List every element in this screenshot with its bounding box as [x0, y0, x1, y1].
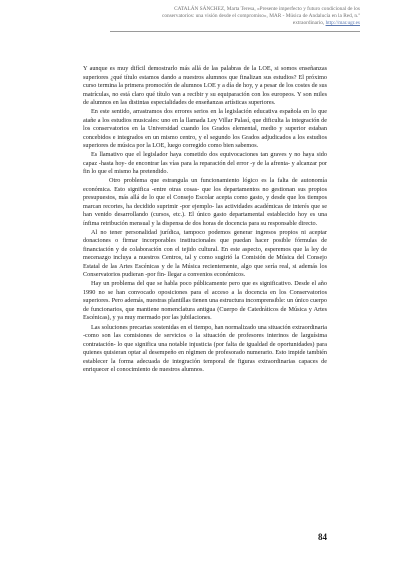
header-rule — [110, 31, 360, 32]
paragraph-3: Es llamativo que el legislador haya cometido dos equivocaciones tan graves y no haya sido capaz -hasta hoy- de encontrar las vías para la reparación del error -y de la afrenta- y alcanzar por fin lo que el mismo ha pretendido. — [83, 151, 327, 176]
paragraph-6: Hay un problema del que se habla poco públicamente pero que es significativo. Desde el año 1990 no se han convocado oposiciones para el acceso a la docencia en los Conservatorios superiores. Pero además, nuestras plantillas tienen una estructura incomprensible: un único cuerpo de funcionarios, que mantiene nomenclatura antigua (Cuerpo de Catedráticos de Música y Artes Escénicas), y ya muy mermado por las jubilaciones. — [83, 280, 327, 322]
header-citation-line-1: CATALÁN SÁNCHEZ, Marta Teresa, «Presente imperfecto y futuro condicional de los — [174, 6, 360, 12]
paragraph-5: Al no tener personalidad jurídica, tampoco podemos generar ingresos propios ni aceptar donaciones o firmar incorporables institucionales que puedan hacer posible fórmulas de financiación y de colaboración con el tejido cultural. En este aspecto, esperemos que la ley de mecenazgo incluya a nuestros Centros, tal y como sugirió la Comisión de Música del Consejo Estatal de las Artes Escénicas y de la Música recientemente, algo que sería real, si además los Conservatorios pudieran -por fin- llegar a convenios económicos. — [83, 228, 327, 279]
running-header — [80, 6, 360, 32]
paragraph-7: Las soluciones precarias sostenidas en el tiempo, han normalizado una situación extraordinaria -como son las comisiones de servicios o la situación de profesores interinos de larguísima contratación- lo que significa una notable injusticia (por falta de igualdad de oportunidades) para quienes quisieran optar al desempeño en régimen de profesorado numerario. Esto impide también establecer la forma adecuada de integración temporal de figuras extraordinarias capaces de enriquecer el conocimiento de nuestros alumnos. — [83, 323, 327, 374]
paragraph-2: En este sentido, arrastramos dos errores serios en la legislación educativa española en lo que atañe a los estudios musicales: uno en la llamada Ley Villar Palasí, que dificulta la integración de los conservatorios en la Universidad cuando los Grados elemental, medio y superior estaban concebidos e integrados en un mismo centro, y el segundo los Grados adjudicados a los estudios superiores de música por la LOE, luego corregido como bien sabemos. — [83, 108, 327, 150]
page-number: 84 — [318, 532, 327, 542]
body-text — [83, 65, 327, 375]
paragraph-1: Y aunque es muy difícil demostrarlo más allá de las palabras de la LOE, si somos enseñanzas superiores ¿qué título estamos dando a nuestros alumnos que finalizan sus estudios? El próximo curso termina la primera promoción de alumnos LOE y a día de hoy, y a pesar de los costes de sus matrículas, no está claro qué título van a recibir y su equiparación con los europeos. Y son miles de alumnos en las distintas especialidades de enseñanzas artísticas superiores. — [83, 65, 327, 106]
header-citation-line-3 — [80, 20, 360, 27]
header-citation-text: extraordinario, — [292, 20, 326, 27]
journal-link[interactable]: http://mar.ugr.es — [325, 20, 360, 27]
header-citation-line-2: conservatorios: una visión desde el compromiso», MAR - Música de Andalucía en la Red, n.º — [161, 13, 360, 20]
paragraph-4: Otro problema que estrangula un funcionamiento lógico es la falta de autonomía económica. Esto significa -entre otras cosas- que los departamentos no gestionan sus propios presupuestos, más allá de lo que el Consejo Escolar acepta como gasto, y desde que los tiempos marcan recortes, ha decidido suprimir -por ejemplo- las actividades académicas de interés que se han venido desarrollando (cursos, etc.). El único gasto departamental establecido hoy es una ínfima retribución mensual y la dispensa de dos horas de docencia para su responsable directo. — [83, 177, 327, 227]
